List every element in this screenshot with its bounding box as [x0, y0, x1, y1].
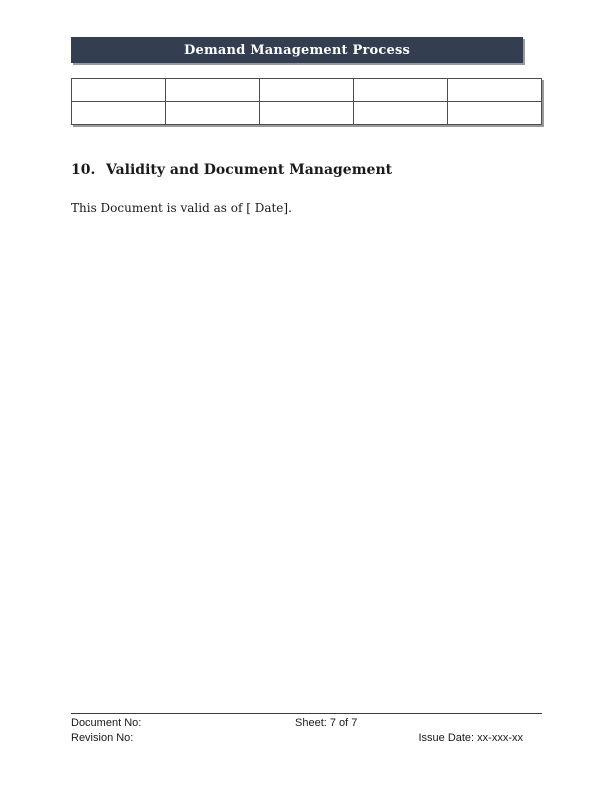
- footer-document-no: Document No:: [71, 717, 142, 729]
- footer-revision-no: Revision No:: [71, 732, 134, 744]
- footer-sheet-number: Sheet: 7 of 7: [295, 717, 358, 729]
- table-cell: [72, 79, 166, 102]
- section-heading: [71, 162, 392, 178]
- table-cell: [260, 79, 354, 102]
- table-cell: [354, 79, 448, 102]
- footer-issue-date: Issue Date: xx-xxx-xx: [418, 732, 523, 744]
- footer-divider: [71, 713, 542, 714]
- title-banner: [71, 37, 523, 63]
- table-row: [72, 102, 542, 125]
- revision-table-body: [72, 79, 542, 125]
- table-cell: [448, 79, 542, 102]
- revision-table: [71, 78, 542, 125]
- section-title: Validity and Document Management: [106, 162, 393, 178]
- table-cell: [72, 102, 166, 125]
- section-number: 10.: [71, 162, 96, 178]
- table-row: [72, 79, 542, 102]
- table-cell: [166, 102, 260, 125]
- validity-paragraph: This Document is valid as of [ Date].: [71, 201, 292, 215]
- table-cell: [448, 102, 542, 125]
- table-cell: [260, 102, 354, 125]
- table-cell: [354, 102, 448, 125]
- document-title: Demand Management Process: [184, 42, 410, 58]
- table-cell: [166, 79, 260, 102]
